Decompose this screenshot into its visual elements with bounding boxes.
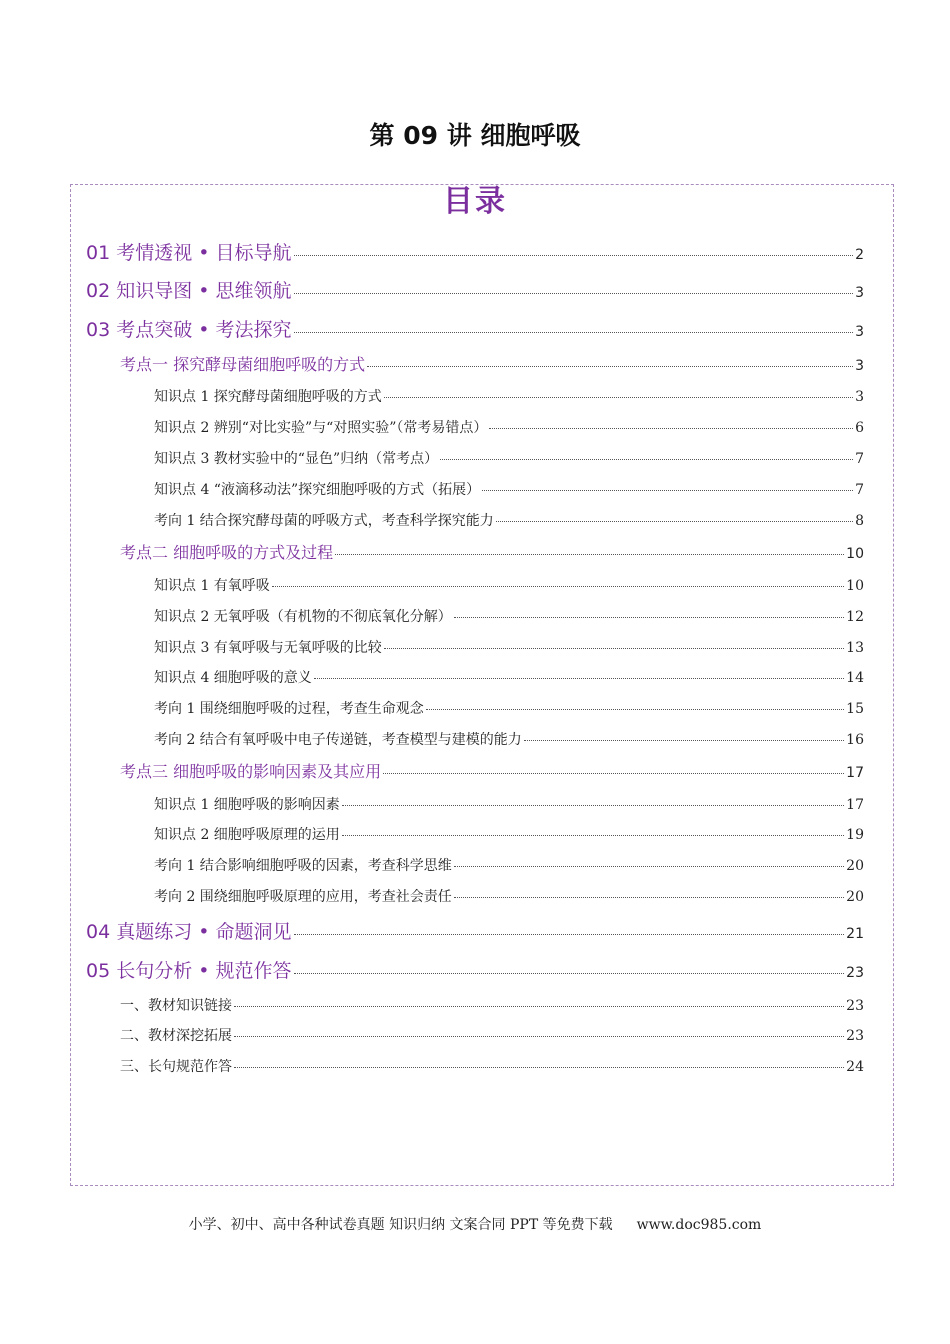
toc-entry[interactable] [86, 956, 864, 983]
toc-entry[interactable] [154, 606, 864, 626]
toc-entry-label: 考向 1 结合探究酵母菌的呼吸方式，考查科学探究能力 [154, 513, 494, 529]
toc-leader-dots [294, 332, 854, 333]
toc-entry-page: 10 [846, 578, 864, 594]
toc-entry[interactable] [154, 698, 864, 718]
toc-entry-label: 考点三 细胞呼吸的影响因素及其应用 [120, 762, 382, 781]
toc-entry-label: 三、长句规范作答 [120, 1059, 232, 1075]
toc-entry-label: 04 真题练习 • 命题洞见 [86, 921, 292, 943]
toc-entry-page: 23 [846, 965, 864, 981]
toc-entry-page: 10 [846, 546, 864, 562]
toc-entry[interactable] [86, 315, 864, 342]
document-title: 第 09 讲 细胞呼吸 [369, 121, 581, 150]
toc-entry-page: 3 [855, 324, 864, 340]
toc-heading: 目录 [443, 184, 507, 219]
toc-entry-page: 3 [855, 389, 864, 405]
toc-leader-dots [496, 521, 853, 522]
toc-entry-page: 12 [846, 609, 864, 625]
toc-entry-label: 知识点 3 教材实验中的“显色”归纳（常考点） [154, 451, 439, 467]
toc-entry-page: 17 [846, 797, 864, 813]
toc-entry-label: 考点二 细胞呼吸的方式及过程 [120, 543, 334, 562]
toc-leader-dots [294, 973, 845, 974]
toc-entry-label: 考向 2 结合有氧呼吸中电子传递链，考查模型与建模的能力 [154, 732, 522, 748]
toc-leader-dots [454, 897, 844, 898]
toc-entry-page: 3 [855, 358, 864, 374]
toc-entry-page: 7 [855, 451, 864, 467]
toc-entry-label: 知识点 2 无氧呼吸（有机物的不彻底氧化分解） [154, 609, 452, 625]
toc-entry[interactable] [154, 510, 864, 530]
toc-leader-dots [294, 255, 854, 256]
toc-leader-dots [342, 835, 844, 836]
toc-entry[interactable] [120, 995, 864, 1015]
toc-entry-label: 知识点 2 辨别“对比实验”与“对照实验”（常考易错点） [154, 420, 488, 436]
toc-leader-dots [342, 805, 844, 806]
toc-entry[interactable] [86, 917, 864, 944]
toc-leader-dots [482, 490, 853, 491]
toc-entry-label: 知识点 4 “液滴移动法”探究细胞呼吸的方式（拓展） [154, 482, 481, 498]
toc-entry[interactable] [120, 1025, 864, 1045]
toc-entry[interactable] [154, 794, 864, 814]
toc-leader-dots [294, 293, 854, 294]
toc-leader-dots [489, 428, 853, 429]
toc-leader-dots [454, 866, 844, 867]
toc-entry-page: 8 [855, 513, 864, 529]
toc-entry-label: 知识点 1 细胞呼吸的影响因素 [154, 797, 340, 813]
toc-entry[interactable] [154, 729, 864, 749]
toc-leader-dots [314, 678, 844, 679]
toc-entry-page: 6 [855, 420, 864, 436]
toc-entry-page: 17 [846, 765, 864, 781]
toc-entry-page: 21 [846, 926, 864, 942]
toc-entry-page: 23 [846, 1028, 864, 1044]
page-footer [0, 1214, 950, 1234]
toc-entry-page: 15 [846, 701, 864, 717]
toc-entry-label: 二、教材深挖拓展 [120, 1028, 232, 1044]
footer-site-link[interactable]: www.doc985.com [636, 1217, 762, 1233]
toc-entry[interactable] [154, 575, 864, 595]
toc-entry-label: 05 长句分析 • 规范作答 [86, 960, 292, 982]
toc-leader-dots [234, 1036, 844, 1037]
toc-leader-dots [272, 586, 844, 587]
toc-entry-label: 知识点 4 细胞呼吸的意义 [154, 670, 312, 686]
toc-entry-label: 知识点 1 探究酵母菌细胞呼吸的方式 [154, 389, 382, 405]
toc-entry-label: 考点一 探究酵母菌细胞呼吸的方式 [120, 355, 366, 374]
toc-entry[interactable] [120, 759, 864, 782]
toc-leader-dots [454, 617, 844, 618]
toc-leader-dots [383, 773, 844, 774]
toc-entry[interactable] [154, 824, 864, 844]
toc-entry-label: 03 考点突破 • 考法探究 [86, 319, 292, 341]
toc-entry-page: 14 [846, 670, 864, 686]
toc-entry[interactable] [120, 540, 864, 563]
toc-entry[interactable] [86, 276, 864, 303]
toc-entry-page: 3 [855, 285, 864, 301]
toc-entry-label: 01 考情透视 • 目标导航 [86, 242, 292, 264]
toc-entry-page: 13 [846, 640, 864, 656]
toc-entry-label: 知识点 1 有氧呼吸 [154, 578, 270, 594]
toc-entry-label: 知识点 2 细胞呼吸原理的运用 [154, 827, 340, 843]
toc-entry-page: 7 [855, 482, 864, 498]
toc-entry-page: 16 [846, 732, 864, 748]
toc-entry[interactable] [120, 352, 864, 375]
toc-entry[interactable] [154, 386, 864, 406]
toc-entry-page: 20 [846, 889, 864, 905]
toc-leader-dots [384, 397, 853, 398]
toc-entry-label: 考向 2 围绕细胞呼吸原理的应用，考查社会责任 [154, 889, 452, 905]
toc-entry-page: 2 [855, 247, 864, 263]
toc-entry-page: 20 [846, 858, 864, 874]
toc-leader-dots [440, 459, 853, 460]
toc-leader-dots [234, 1067, 844, 1068]
toc-entry-label: 一、教材知识链接 [120, 998, 232, 1014]
toc-entry-page: 24 [846, 1059, 864, 1075]
toc-entry[interactable] [154, 448, 864, 468]
footer-text: 小学、初中、高中各种试卷真题 知识归纳 文案合同 PPT 等免费下载 [188, 1217, 613, 1233]
toc-entry[interactable] [154, 855, 864, 875]
toc-entry[interactable] [154, 886, 864, 906]
toc-entry-page: 19 [846, 827, 864, 843]
toc-entry-label: 考向 1 围绕细胞呼吸的过程，考查生命观念 [154, 701, 424, 717]
toc-entry[interactable] [154, 479, 864, 499]
toc-entry[interactable] [154, 637, 864, 657]
toc-leader-dots [294, 934, 845, 935]
toc-leader-dots [426, 709, 844, 710]
toc-entry[interactable] [154, 417, 864, 437]
toc-leader-dots [234, 1006, 844, 1007]
toc-leader-dots [524, 740, 844, 741]
toc-entry[interactable] [120, 1056, 864, 1076]
toc-entry-page: 23 [846, 998, 864, 1014]
toc-entry-label: 知识点 3 有氧呼吸与无氧呼吸的比较 [154, 640, 382, 656]
toc-entry[interactable] [154, 667, 864, 687]
toc-entry-label: 考向 1 结合影响细胞呼吸的因素，考查科学思维 [154, 858, 452, 874]
toc-leader-dots [335, 554, 844, 555]
toc-leader-dots [384, 648, 844, 649]
toc-entry-label: 02 知识导图 • 思维领航 [86, 280, 292, 302]
toc-entry[interactable] [86, 238, 864, 265]
toc-leader-dots [367, 366, 853, 367]
